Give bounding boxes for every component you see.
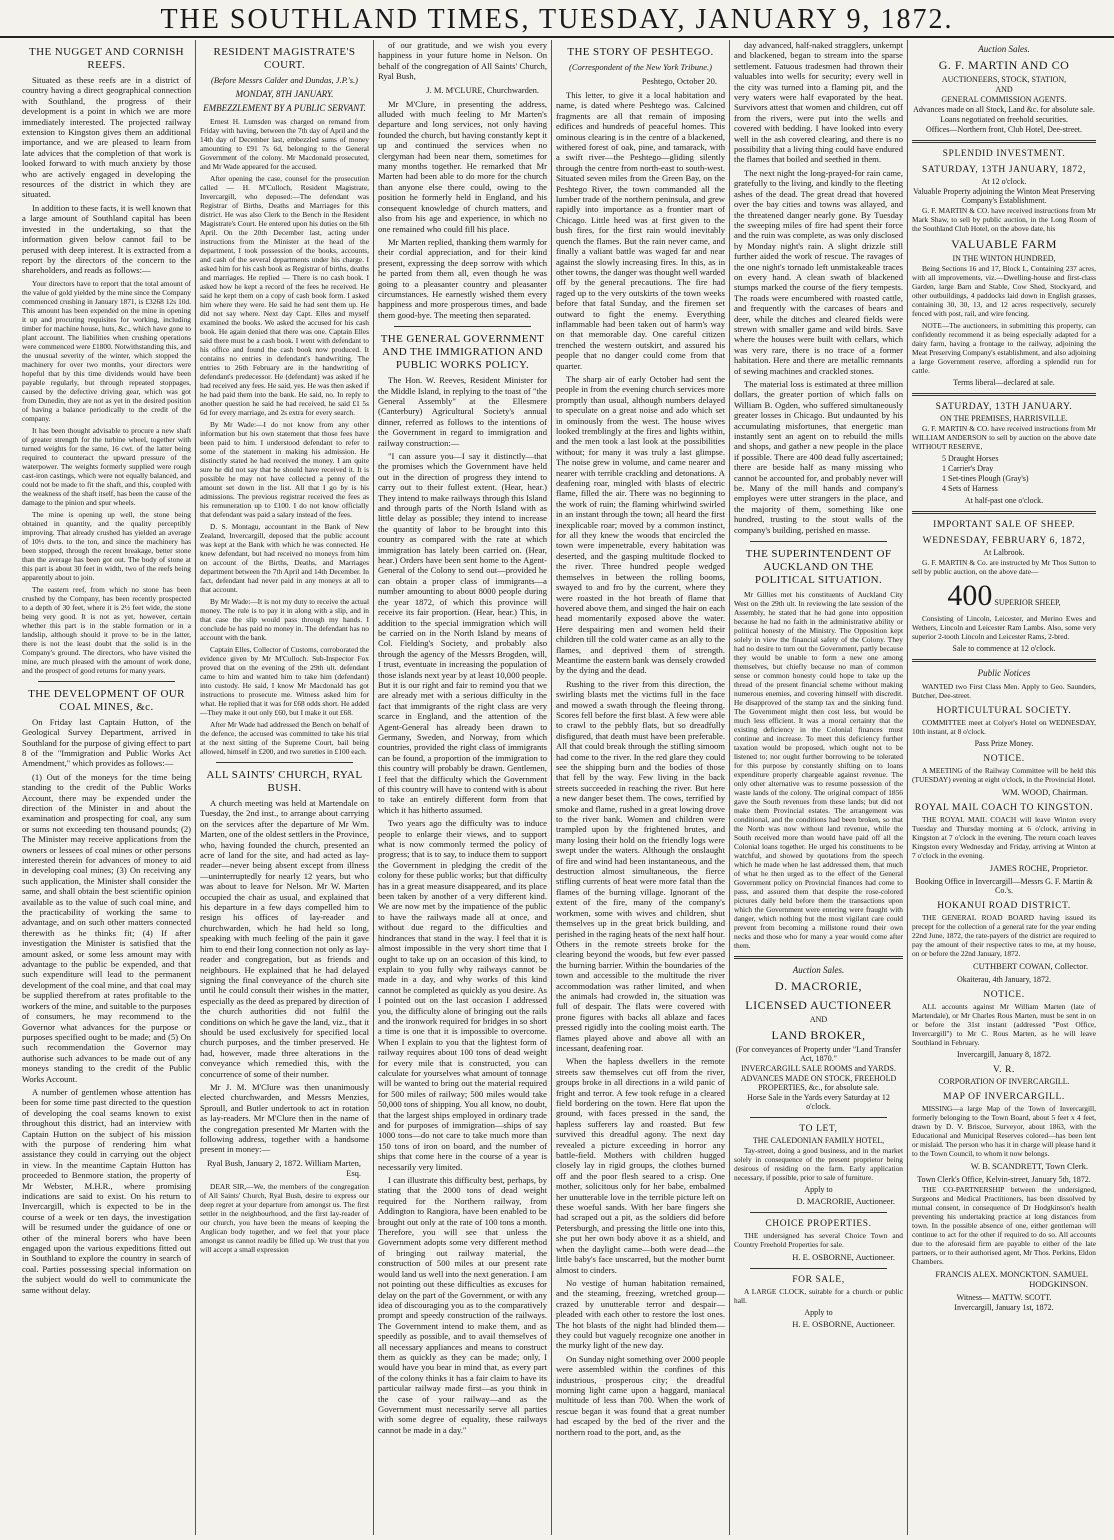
advert-title: VALUABLE FARM: [951, 237, 1057, 251]
advert-line: Pass Prize Money.: [974, 739, 1034, 748]
article-headline: THE SUPERINTENDENT OF AUCKLAND ON THE POLITICAL SITUATION.: [745, 548, 892, 587]
article-date: MONDAY, 8TH JANUARY.: [235, 89, 334, 99]
advert-body: WANTED two First Class Men. Apply to Geo. Saunders, Butcher, Dee-street.: [912, 682, 1096, 700]
advert-line: Booking Office in Invercargill—Messrs G. F. Martin & Co.'s.: [915, 877, 1093, 895]
article-paragraph: It has been thought advisable to procure a new shaft of greater strength for the turbine wheel, together with turned weights for the same, 16 cwt. of the latter being required to counteract the upward pressure of the waterpower. The weights formerly supplied were rough cast-iron castings, which were not equally balanced, and could not be made to fit the shaft, and this, coupled with the weakness of the shaft itself, has been the cause of the damage to the pinion and spur wheels.: [22, 425, 191, 507]
article-paragraph: "I can assure you—I say it distinctly—that the promises which the Government have held out in the direction of progress they intend to carry out to their fullest extent. (Hear, hear.) They intend to make railways through this Island and through parts of the North Island with as little delay as possible; they intend to increase the quantity of labor to be brought into this country as compared with the rate at which immigration has lately been carried on. (Hear, hear.) Orders have been sent home to the Agent-General of the Colony to send out—provided he can obtain a proper class of immigrants—a number amounting to about 8000 people during the year 1872, of which this province will receive its fair proportion. (Hear, hear.) This, in addition to the special immigration which will be carried on in the North Island by means of Col. Fielding's Society, and probably also through the agency of the Messrs Brogden, will, I trust, eventuate in increasing the population of those islands next year by at least 10,000 people. But it is our right and fair to remind you that we are already met with a serious difficulty in the fact that immigrants of the right class are very scarce in England, and the attention of the Agent-General has already been drawn to Germany, Sweden, and Norway, from which countries, provided the right class of immigrants can be found, a proportion of the immigration to this country will probably be drawn. Gentlemen, I feel that the difficulty which the Government of this country will have to contend with is about to take an entirely different form from that which it has hitherto assumed.: [378, 451, 547, 815]
list-item: 5 Draught Horses: [942, 454, 999, 463]
article-paragraph: Ernest H. Lumsden was charged on remand from Friday with having, between the 7th day of April and the 14th day of December last, embezzled sums of money amounting to £91 7s 6d, belonging to the General Government of the colony. Mr Macdonald prosecuted, and Mr Wade appeared for the accused.: [200, 117, 369, 171]
advert-line: Sale to commence at 12 o'clock.: [952, 644, 1056, 653]
divider: [912, 659, 1096, 662]
article-paragraph: The Hon. W. Reeves, Resident Minister for the Middle Island, in replying to the toast of "the General Assembly" at the Ellesmere (Canterbury) Agricultural Society's annual dinner, referred as follows to the intentions of the Government in regard to immigration and railway construction:—: [378, 375, 547, 448]
list-item: 1 Set-tines Plough (Gray's): [942, 474, 1029, 483]
article-paragraph: Your directors have to report that the total amount of the value of gold yielded by the mine since the Company commenced crushing in January 1871, is £3268 12s 10d. This amount has been expended on the mine in opening it up and procuring requisites for working, including timber for machine house, huts, &c., which have gone to plant account. The liabilities when crushing operations were commenced were £1800. Notwithstanding this, and the unusual severity of the winter, which stopped the machinery for over two months, your directors were hopeful that by this time dividends would have been payable regularly, but through repeated stoppages, caused by the defective driving gear, which was got from Dunedin, they are not as yet in the desired position of having a balance periodically to the credit of the company.: [22, 278, 191, 423]
column-6: [908, 40, 1100, 1535]
article-paragraph: Mr M'Clure, in presenting the address, alluded with much feeling to Mr Marten's departure and long services, not only having founded the church, but having constantly kept it up and continued the services when no clergyman had been near them, sometimes for many months together. He remarked that Mr Marten had been able to do more for the church than anyone else there could, owing to the position he formerly held in England, and his consequent knowledge of church matters, and also from his age and experience, in which no one remained who could fill his place.: [378, 98, 547, 234]
advert-line: GENERAL COMMISSION AGENTS.: [941, 95, 1067, 104]
article-headline: THE DEVELOPMENT OF OUR COAL MINES, &c.: [28, 687, 185, 713]
article-paragraph: A number of gentlemen whose attention has been for some time past directed to the question of developing the coal seams known to exist throughout this district, had an interview with Captain Hutton on the subject of his mission with the purpose of rendering him what assistance they could in carrying out the object in view. In the meantime Captain Hutton has proceeded to Benmore station, the property of Mr Webster, M.H.R., where promising indications are said to exist. On his return to Invercargill, which is expected to be in the course of a week or ten days, the investigation will be resumed under the guidance of one or other of the mineral borers who have been engaged upon the various expeditions fitted out in Southland to explore the country in search of coal. Parties possessing special information on the subject would do well to communicate the same without delay.: [22, 1086, 191, 1295]
column-1: [18, 40, 196, 1535]
advert-body: Tay-street, doing a good business, and in the market solely in consequence of the present proprietor being desirous of residing on the farm. Early application necessary, if possible, prior to sale of furniture.: [734, 1146, 903, 1183]
advert-heading: SATURDAY, 13TH JANUARY.: [935, 402, 1073, 412]
advert-line: At Lalbrook.: [983, 548, 1025, 557]
article-subhead: (Correspondent of the New York Tribune.): [569, 62, 712, 72]
article-paragraph: Mr J. M. M'Clure was then unanimously elected churchwarden, and Messrs Menzies, Sproull, and Butler undertook to act in rotation as lay-readers. Mr M'Clure then in the name of the congregation presented Mr Marten with the following address, together with a handsome present in money:—: [200, 1081, 369, 1155]
dateline: Peshtego, October 20.: [641, 76, 717, 86]
column-3: [374, 40, 552, 1535]
advert-heading: NOTICE.: [983, 990, 1025, 1000]
article-paragraph: After opening the case, counsel for the prosecution called — H. M'Culloch, Resident Magistrate, Invercargill, who deposed:—The defendant was Registrar of Births, Deaths and Marriages for this district. He was also Clerk to the Bench in the Resident Magistrate's Court. He entered upon his duties on the 6th April. On the 20th December last, acting under instructions from the Minister at the head of the department, I took possession of the books, accounts, and cash of the several departments under his charge. I asked him for his cash book as Registrar of births, deaths and marriages. He replied — There is no cash book. I asked how he kept a record of the fees he received. He said he kept them on a copy of cash book form. I asked him where they were. He said he had sent them up. He did not say where. Next day Capt. Elles and myself examined the books. We asked the accused for his cash book. He again denied that there was one. Captain Elles said there must be a cash book. I went with defendant to his office and found the cash book now produced. It contains no entries in defendant's handwriting. The entries to 26th February are in the handwriting of defendant's predecessor. He (defendant) was asked if he had received any fees. He said, yes. He was then asked if he had paid them into the bank. He said, no. In reply to another question he said he had received, he said £1 5s 6d for every marriage, and 2s extra for every search.: [200, 174, 369, 417]
signature: JAMES ROCHE, Proprietor.: [989, 863, 1088, 873]
article-paragraph: D. S. Montagu, accountant in the Bank of New Zealand, Invercargill, deposed that the public account was kept at the Bank with which he was connected. He knew defendant, but had received no moneys from him on account of the Births, Deaths, and Marriages department between the 7th April and 14th December. In fact, defendant had never paid in any moneys at all to that account.: [200, 522, 369, 594]
address-line: Ryal Bush, January 2, 1872. William Marten, Esq.: [206, 1157, 361, 1178]
article-paragraph: By Mr Wade:—It is not my duty to receive the actual money. The rule is to pay it in along with a slip, and in that case the slip would pass through my hands. I conclude he has paid no money in. The defendant has no account with the bank.: [200, 597, 369, 642]
sheep-count-line: [912, 579, 1096, 613]
list-item: 1 Carrier's Dray: [942, 464, 994, 473]
advert-body: THE ROYAL MAIL COACH will leave Winton every Tuesday and Thursday morning at 6 o'clock, arriving in Kingston at 7 o'clock in the evening. The return coach leaves Kingston every Wednesday and Friday, arriving at Winton at 7 o'clock in the evening.: [912, 815, 1096, 860]
section-heading: Auction Sales.: [978, 44, 1030, 54]
divider: [750, 541, 887, 542]
article-paragraph: Mr Marten replied, thanking them warmly for their cordial appreciation, and for their kind present, expressing the deep sorrow with which he parted from them all, even though he was going to a pleasanter country and pleasanter circumstances. He earnestly wished them every happiness and more prosperous times, and bade them good-bye. The meeting then separated.: [378, 236, 547, 320]
article-paragraph: No vestige of human habitation remained, and the steaming, freezing, wretched group—crazed by unutterable terror and despair—pleaded with each other to restore the lost ones. The hot blasts of the night had blinded them—they could but vaguely recognize one another in the murky light of the new day.: [556, 1277, 725, 1351]
article-paragraph: Two years ago the difficulty was to induce people to enlarge their views, and to support what is now commonly termed the policy of progress; that is to say, to induce them to support the Government in pledging the credit of the colony for these public works; but that difficulty has in a great measure disappeared, and its place been taken by another of a very different kind. We are now met by the impatience of the public to have the railways made all at once, and without due regard to the difficulties and hindrances that stand in the way. I feel that it is almost impossible in the very short time that I ought to take up on an occasion of this kind, to explain to you fully why railways cannot be made in a day, and why works of this kind cannot be completed as quickly as you desire. As I pointed out on the last occasion I addressed you, the difficulty alone of bringing out the rails and the ironwork required for bridges in so short a time is one that it is impossible to overcome. When I explain to you that the lightest form of railway requires about 100 tons of dead weight for every mile that is constructed, you can calculate for yourselves what amount of tonnage will be wanted to bring out the material required for 500 miles of railway; 500 miles would take 50,000 tons of shipping. You all know, no doubt, that the largest ships employed in ordinary trade and for purposes of immigration—ships of say 1000 tons—do not care to take much more than 150 tons of iron on board, and the number of ships that come here in the course of a year is necessarily very limited.: [378, 818, 547, 1172]
advert-line: Apply to: [804, 1308, 833, 1318]
advert-line: Okaiterau, 4th January, 1872.: [956, 975, 1052, 984]
advert-body: G. F. MARTIN & CO. have received instructions from Mr Mark Shaw, to sell by public auction, in the Long Room of the Southland Club Hotel, on the above date, his: [912, 206, 1096, 233]
article-paragraph: The mine is opening up well, the stone being obtained in quantity, and the quality perceptibly improving. That already crushed has yielded an average of 10½ dwts. to the ton, and since the machinery has been stopped, through the recent breakage, better stone than the average has been got out. The body of stone at this part is about 30 feet in width, two of the reefs being apparently about to join.: [22, 509, 191, 582]
article-paragraph: (1) Out of the moneys for the time being standing to the credit of the Public Works Account, there may be expended under the direction of the Minister in and about the examination and prospecting for coal, any sum or sums not exceeding ten thousand pounds; (2) The Minister may receive applications from the owners or lessees of coal mines or other persons interested therein for advances of money to aid in developing coal mines; (3) On receiving any such application, the Minister shall consider the same, and shall obtain the best scientific opinion available as to the value of such coal mine, and the practicability of working the same to advantage, and on such other matters connected therewith as he thinks fit; (4) If after investigation the Minister is satisfied that the amount asked, or some less amount may with advantage to the public be expended, and that such expenditure will lead to the permanent development of the coal mine, and that coal may be supplied therefrom at rates profitable to the workers of the mine, and suitable to the purposes of consumers, he may recommend to the Governor what advances for the purpose or purposes specified ought to be made; and (5) On such recommendation the Governor may authorise such advances to be made out of any moneys standing to the credit of the Public Works Account.: [22, 771, 191, 1084]
advert-line: Valuable Property adjoining the Winton Meat Preserving Company's Establishment.: [913, 187, 1095, 205]
advert-body: NOTE—The auctioneers, in submitting this property, can confidently recommend it as being especially adapted for a dairy farm, having a frontage to the railway, adjoining the Meat Preserving Company's establishment, and also adjoining a large Government reserve, affording a splendid run for cattle.: [912, 321, 1096, 375]
signature: CUTHBERT COWAN, Collector.: [972, 961, 1088, 971]
column-4: [552, 40, 730, 1535]
article-paragraph: Captain Elles, Collector of Customs, corroborated the evidence given by Mr M'Culloch. Sub-Inspector Fox proved that on the evening of the 29th ult. defendant came to him and wanted him to take him (defendant) into custody. He said, I know Mr Macdonald has got instructions to prosecute me. Witness asked him for what. He replied that it was for £68 odds short. He added—They make it out only £60, but I make it out £68.: [200, 645, 369, 717]
signature: H. E. OSBORNE, Auctioneer.: [792, 1252, 895, 1263]
advert-line: Offices—Northern front, Club Hotel, Dee-street.: [925, 125, 1083, 134]
advert-heading: ROYAL MAIL COACH TO KINGSTON.: [914, 803, 1094, 813]
divider: [750, 1117, 887, 1118]
divider: [750, 1268, 887, 1269]
advert-line: Terms liberal—declared at sale.: [953, 378, 1055, 387]
advert-heading: WEDNESDAY, FEBRUARY 6, 1872,: [922, 536, 1086, 546]
advert-line: Advances made on all Stock, Land &c. for absolute sale.: [913, 105, 1095, 114]
article-paragraph: This letter, to give it a local habitation and name, is dated where Peshtego was. Calcined fragments are all that remain of imposing edifices and hundreds of peaceful homes. This ominous clearing is in the centre of a blackened, withered forest of oak, pine, and tamarack, with a swift river—the Peshtego—gliding silently through the centre from north-east to south-west. Situated seven miles from the Green Bay, on the Peshtego River, the town commanded all the lumber trade of the northern peninsula, and grew rapidly into importance as a frontier mart of Chicago. Little heed was at first given to the bush fires, for the first rain would inevitably quench the flames. But the rain never came, and finally a valiant battle was waged far and near against the slowly increasing fires. In this, as in other towns, the danger was thought well warded off by the general precautions. The fire had raged up to the very outskirts of the town weeks before that fatal Sunday, and the firemen set outward to fight the enemy. Everything inflammable had been taken out of harm's way on that memorable day. One careful citizen trenched the western outskirt, and assured his people that no danger could come from that quarter.: [556, 90, 725, 371]
advert-line: AUCTIONEERS, STOCK, STATION,: [941, 75, 1067, 84]
signature: WM. WOOD, Chairman.: [1001, 787, 1088, 797]
article-paragraph: The next night the long-prayed-for rain came, gratefully to the living, and kindly to the fleeting ashes of the dead. The great dread that hovered over the bay cities and towns was allayed, and the threatened danger nearly gone. By Tuesday the sweeping miles of fire had spent their force and the ruin was complete, as was only disclosed by Monday night's rain. A slight drizzle still further aided the work of rescue. The ravages of the one night's tornado left unmistakeable traces on every hand. A clean swath of blackened stumps marked the course of the fiery tempests. The roads were encumbered with roasted cattle, and frequently with the carcases of bears and deer, while the ditches and cleared fields were strewn with smaller game and wild birds. Save where the houses were built with cellars, which was very rare, there is no trace of a former habitation. Here and there are metallic remnants of sewing machines and crackled stones.: [734, 167, 903, 376]
signature: D. MACRORIE, Auctioneer.: [796, 1196, 895, 1207]
signature: J. M. M'CLURE, Churchwarden.: [426, 84, 539, 95]
article-paragraph: By Mr Wade:—I do not know from any other information but his own statement that those fees have been paid to him. I understood defendant to refer to some of the statement in making his admission. He distinctly stated he had received the money. I am quite sure he did not say that he should have received it. It is possible he may not have collected a penny of the amount set down in the list. All that I go by is his admissions. The previous registrar received the fees as his remuneration up to £100. I do not know officially that defendant was paid a salary instead of the fees.: [200, 420, 369, 519]
advert-line: At 12 o'clock.: [981, 177, 1027, 186]
advert-body: Consisting of Lincoln, Leicester, and Merino Ewes and Wethers, Lincoln and Leicester Ram Lambs. Also, some very superior 2-tooth Lincoln and Leicester Rams, 2-bred.: [912, 614, 1096, 641]
article-paragraph: day advanced, half-naked stragglers, unkempt and blackened, began to stream into the sparse settlement. Fatuous tradesmen had thrown their valuables into wells for security; every well in the city was turned into a flaming pit, and the very waters were half evaporated by the heat. Survivors attest that women and children, cut off from the rivers, were put into the wells and covered with bedding. I have looked into every well in the ash covered clearing, and there is no possibility that a living thing could have endured the flames that boiled and seethed in them.: [734, 40, 903, 165]
columns: [18, 40, 1100, 1535]
advert-heading: SATURDAY, 13TH JANUARY, 1872,: [922, 165, 1086, 175]
advert-body: A MEETING of the Railway Committee will be held this (TUESDAY) evening at eight o'clock, in the Provincial Hotel.: [912, 766, 1096, 784]
article-headline: THE GENERAL GOVERNMENT AND THE IMMIGRATION AND PUBLIC WORKS POLICY.: [380, 333, 545, 372]
signature: H. E. OSBORNE, Auctioneer.: [792, 1319, 895, 1330]
column-5: [730, 40, 908, 1535]
advert-body: MISSING—a large Map of the Town of Invercargill, formerly belonging to the Town Board, about 5 feet x 4 feet, drawn by D. V. Briscoe, Surveyor, about 1863, with the Educational and Municipal Reserves colored—has been lent or mislaid. The person who has it in charge will please hand it to the Town Council, to whom it now belongs.: [912, 1104, 1096, 1158]
advert-heading: HORTICULTURAL SOCIETY.: [936, 706, 1072, 716]
section-heading: Public Notices: [977, 668, 1031, 678]
article-paragraph: of our gratitude, and we wish you every happiness in your future home in Nelson. On behalf of the congregation of All Saints' Church, Ryal Bush,: [378, 40, 547, 82]
advert-title: LICENSED AUCTIONEER: [745, 998, 892, 1013]
advert-line: (For conveyances of Property under "Land Transfer Act, 1870.": [735, 1045, 902, 1064]
case-title: EMBEZZLEMENT BY A PUBLIC SERVANT.: [203, 103, 366, 113]
article-paragraph: The material loss is estimated at three million dollars, the greater portion of which falls on William B. Ogden, who suffered simultaneously greater losses in Chicago. But undaunted by his accumulating misfortunes, that energetic man instantly sent an agent on to rebuild the mills and shops, and gather a new people in the place if possible. There are 400 dead fully ascertained; there are beside half as many missing who cannot be accounted for, and probably never will be. Many of the mill hands and company's employes were utter strangers in the place, and the majority of them, something like one hundred, trusting to the stout walls of the company's building, perished en masse.: [734, 379, 903, 535]
article-paragraph: The eastern reef, from which no stone has been crushed by the Company, has been recently prospected to a depth of 30 feet, where it is 2½ feet wide, the stone being very good. It is not as yet, however, certain whether this part is in the stable formation or in a landslip, although should it prove to be in the latter, there is not the least doubt that the solid is in the Company's ground. The directors, who have visited the mine, are much pleased with the amount of work done, and the prospect of good returns for many years.: [22, 584, 191, 675]
article-paragraph: When the hapless dwellers in the remote streets saw themselves cut off from the river, groups broke in all directions in a wild panic of fright and terror. A few took refuge in a cleared field bordering on the town. Here flat upon the ground, with faces pressed in the sand, the hapless sufferers lay and roasted. But few survived this dreadful agony. The next day revealed a picture exceeding in horror any battle-field. Mothers with children hugged closely lay in rigid groups, the clothes burned off and the poor flesh seared to a crisp. One mother, solicitous only for her babe, embalmed her unutterable love in the terrible picture left on these woeful sands. With her bare fingers she had scraped out a pit, as the soldiers did before Petersburgh, and pressing the little one into this, she put her own body above it as a shield, and when the daylight came—both were dead—the little baby's face unscarred, but the mother burnt almost to cinders.: [556, 1056, 725, 1275]
advert-line: IN THE WINTON HUNDRED,: [952, 254, 1056, 263]
advert-line: Horse Sale in the Yards every Saturday at 12 o'clock.: [747, 1093, 890, 1112]
advert-heading: MAP OF INVERCARGILL.: [943, 1092, 1065, 1102]
divider: [912, 393, 1096, 396]
advert-line: Witness— MATTW. SCOTT.: [956, 1293, 1052, 1302]
article-paragraph: After Mr Wade had addressed the Bench on behalf of the defence, the accused was committed to take his trial at the next sitting of the Supreme Court, bail being allowed, himself in £200, and two sureties in £100 each.: [200, 720, 369, 756]
divider: [394, 326, 531, 327]
advert-title: G. F. MARTIN AND CO: [938, 58, 1070, 72]
advert-body: G. F. MARTIN & Co. are instructed by Mr Thos Sutton to sell by public auction, on the above date—: [912, 558, 1096, 576]
sheep-kind: SUPERIOR SHEEP,: [994, 598, 1061, 607]
advert-body: G. F. MARTIN & CO. have received instructions from Mr WILLIAM ANDERSON to sell by auction on the above date WITHOUT RESERVE,: [912, 424, 1096, 451]
signature: FRANCIS ALEX. MONCKTON. SAMUEL HODGKINSON.: [935, 1269, 1088, 1289]
divider: [750, 1212, 887, 1213]
advert-line: ON THE PREMISES, HARRISVILLE.: [940, 414, 1068, 423]
masthead-title: THE SOUTHLAND TIMES, TUESDAY, JANUARY 9, 1872.: [160, 4, 954, 35]
advert-body: THE undersigned has several Choice Town and Country Freehold Properties for sale.: [734, 1231, 903, 1250]
masthead: [0, 0, 1114, 38]
advert-body: A LARGE CLOCK, suitable for a church or public hall.: [734, 1287, 903, 1306]
article-headline: ALL SAINTS' CHURCH, RYAL BUSH.: [206, 769, 363, 794]
advert-line: Apply to: [804, 1185, 833, 1195]
royal-cipher: V. R.: [992, 1065, 1016, 1075]
article-paragraph: In addition to these facts, it is well known that a large amount of Southland capital has been invested in the undertaking, so that the information given below cannot fail to be perused with deep interest. It is extracted from a report by the directors of the concern to the shareholders, and reads as follows:—: [22, 202, 191, 276]
advert-line: THE CALEDONIAN FAMILY HOTEL,: [752, 1136, 885, 1146]
divider: [38, 681, 175, 682]
advert-heading: NOTICE.: [983, 754, 1025, 764]
advert-line: AND: [995, 85, 1013, 94]
article-paragraph: Rushing to the river from this direction, the swirling blasts met the victims full in the face and mowed a swath through the fleeing throng. Scores fell before the first blast. A few were able to crawl to the pebbly flats, but so dreadfully disfigured, that death must have been preferable. All that could break through the stifling simoom had come to the river. In the red glare they could see the shipping burn and the bodies of those that fell by the way. Few living in the back streets succeeded in reaching the river. But here a new danger beset them. The cows, terrified by smoke and flame, rushed in a great lowing drove to the river bank. Women and children were trampled upon by the frightened brutes, and many losing their hold on the friendly logs were swept under the waters. Although the onslaught of fire and wind had been instantaneous, and the destruction almost simultaneous, the fierce stifling currents of heat were more fatal than the flames of the burning village. Ignorant of the extent of the fire, many of the company's workmen, some with wives and children, shut themselves up in the great brick building, and perished in the raging heats of the next half hour. Others in the remote streets broke for the clearing beyond the woods, but few ever passed the burning barrier. Within the boundaries of the town and accessible to the multitude the river accommodation was rather limited, and when the animals had crowded in, the situation was full of despair. The flats were covered with prone figures with backs all ablaze and faces pressed rigidly into the cooling moist earth. The flames played above and above all with an incessant, deafening roar.: [556, 678, 725, 1053]
advert-body: Being Sections 16 and 17, Block I., Containing 237 acres, with all improvements, viz.—Dwelling-house and first-class Garden, large Barn and Stable, Cow Shed, Stockyard, and other outbuildings, 4 paddocks laid down in English grasses, containing 30, 30, 13, and 12 acres respectively, securely fenced with post, rail, and wire fencing.: [912, 264, 1096, 318]
signature: W. B. SCANDRETT, Town Clerk.: [970, 1161, 1088, 1171]
advert-heading: FOR SALE,: [792, 1275, 845, 1286]
divider: [912, 511, 1096, 514]
article-paragraph: On Sunday night something over 2000 people were assembled within the confines of this industrious, prosperous city; the dreadful morning light came upon a haggard, maniacal multitude of less than 700. When the work of rescue began it was found that a great number had escaped by the bed of the river and the northern road to the port, and, as the: [556, 1353, 725, 1437]
advert-line: CORPORATION OF INVERCARGILL.: [938, 1077, 1070, 1086]
advert-heading: HOKANUI ROAD DISTRICT.: [937, 901, 1071, 911]
column-2: [196, 40, 374, 1535]
advert-heading: IMPORTANT SALE OF SHEEP.: [933, 520, 1075, 530]
advert-heading: TO LET,: [799, 1124, 838, 1135]
advert-line: AND: [809, 1015, 828, 1025]
article-subhead: (Before Messrs Calder and Dundas, J.P.'s.): [210, 75, 358, 85]
article-paragraph: A church meeting was held at Martendale on Tuesday, the 2nd inst., to arrange about carrying on the services after the departure of Mr Wm. Marten, one of the oldest settlers in the Province, who, having founded the church, presented an acre of land for the site, and had acted as lay-reader—never being absent except from illness—uninterruptedly for nearly 12 years, but who was about to leave for Nelson. Mr W. Marten occupied the chair as usual, and explained that his departure in a few days compelled him to resign his offices of lay-reader and churchwarden, which he had held so long, speaking with much feeling of the pain it gave him to end their long connection not only as lay-reader and congregation, but as friends and neighbours. He explained that he had delayed signing the final conveyance of the church site until he could consult their wishes in the matter, especially as the deed as prepared by direction of the church authorities did not fulfil the conditions on which he gave the land, viz., that it should be used exclusively for specified local church purposes, and the timber preserved. He had, however, made three alterations in the conveyance which remedied this, with the concurrence of some of their number.: [200, 798, 369, 1079]
advert-list: [942, 454, 1096, 494]
divider: [734, 956, 903, 959]
advert-line: Loans negotiated on freehold securities.: [940, 115, 1068, 124]
advert-body: THE GENERAL ROAD BOARD having issued its precept for the collection of a general rate for the year ending 22nd June, 1872, the rate-payers of the district are required to pay the amount of their respective rates to me, at my house, on or before the 22nd January, 1872.: [912, 913, 1096, 958]
divider: [912, 140, 1096, 143]
advert-line: ADVANCES MADE ON STOCK, FREEHOLD PROPERTIES, &c., for absolute sale.: [740, 1074, 897, 1093]
advert-body: ALL accounts against Mr William Marten (late of Martendale), or Mr Charles Rous Marten, must be sent in on or before the 31st instant (addressed "Post Office, Invercargill") to Mr C. Rous Marten, as he will leave Southland in February.: [912, 1002, 1096, 1047]
advert-title: LAND BROKER,: [771, 1028, 866, 1043]
advert-line: INVERCARGILL SALE ROOMS and YARDS.: [741, 1064, 896, 1074]
article-paragraph: Mr Gillies met his constituents of Auckland City West on the 29th ult. In reviewing the late session of the Assembly, he stated that he had gone into opposition because he had no faith in the administrative ability or political honesty of the Ministry. The Opposition kept solely in view the financial safety of the Colony. They had no desire to turn out the Government, partly because they would be unable to form a new one among themselves, but chiefly because no man of common sense or common honesty could hope to take up the thread of the present financial scheme without making numerous enemies, and covering himself with discredit. He disapproved of the stamp tax and the sinking fund. The Government might then cost less, but would be much less efficient. It was a moral certainty that the existing deficiency in the Colonial finances must continue and increase. To meet this deficiency further taxation would be proposed, which ought not to be listened to; nor ought further borrowing to be tolerated for this purpose by constantly shifting on to loans expenditure properly chargeable against revenue. The only other alternative was to resume possession of the waste lands of the colony. The original compact of 1856 gave the South revenues from these lands; but did not make them Provincial estates. The arrangement was conditional, and the conditions had been broken, so that the North was now without land revenue, while the South received more than would have paid off all the Colonial loans together. He urged his constituents to be watchful, and showed by quotations from the speech which he made when he last addressed them, that much of what he then urged as to the effect of the General Government policy on Provincial finances had come to pass, and assured them that despite the rose-colored pictures daily held before them the transactions upon which the Government were entering were fraught with danger, which nothing but the most vigilant care could prevent from becoming a millstone round their own necks and those who for many a year would come after them.: [734, 590, 903, 951]
advert-line: Town Clerk's Office, Kelvin-street, January 5th, 1872.: [917, 1175, 1091, 1184]
advert-line: Invercargill, January 8, 1872.: [956, 1050, 1052, 1059]
advert-title: D. MACRORIE,: [774, 979, 862, 994]
article-paragraph: The sharp air of early October had sent the people in from the evening church services more promptly than usual, although numbers delayed to speculate on a great noise and ado which set in ominously from the west. The house wives looked tremblingly at the fires and lights within, and the men took a last look at the possibilities without; for many it was truly a last glimpse. The noise grew in volume, and came nearer and nearer with terrible crackling and detonations. A deafening roar, mingled with blasts of electric flame, filled the air. There was no beginning to the work of ruin; the flaming whirlwind swirled in an instant through the town; all heard the first inexplicable roar; moved by a common instinct, for all they knew the woods that encircled the town were impenetrable, every habitation was deserted, and the gasping multitude flocked to the river. Three hundred people wedged themselves in between the rolling booms, swayed to and fro by the current, where they were roasted in the hot breath of flame that hovered above them, and singed the hair on each head momentarily exposed above the water. Here despairing men and women held their children till the cold water came as an ally to the flames, and deprived them of strength. Meantime the eastern bank was densely crowded by the dying and the dead.: [556, 373, 725, 676]
advert-line: At half-past one o'clock.: [964, 496, 1044, 505]
advert-heading: CHOICE PROPERTIES.: [765, 1219, 872, 1230]
article-paragraph: Situated as these reefs are in a district of country having a direct geographical connection with Southland, the progress of their development is a point in which we are more immediately interested. The projected railway extension to Kingston gives them an additional importance, and we are pleased to learn from late advices that the completion of that work is looked forward to with much anxiety by those who are actively engaged in developing the resources of the district in which they are situated.: [22, 75, 191, 200]
article-headline: RESIDENT MAGISTRATE'S COURT.: [213, 46, 356, 71]
article-paragraph: I can illustrate this difficulty best, perhaps, by stating that the 2000 tons of dead weight required for the Northern railway, from Addington to Rangiora, have been enabled to be brought out only at the rate of 100 tons a month. Therefore, you will see that unless the Government adopts some very different method of bringing out railway material, the construction of 500 miles at our present rate would land us well into the next generation. I am not pointing out these difficulties as excuses for delay on the part of the Government, or with any idea of discouraging you as to the comparatively prompt and speedy construction of the railways. The Government intend to make them, and as speedily as possible, and to avail themselves of all necessary appliances and means to construct them as quickly as they can be made; only, I would have you bear in mind that, as every part of the colony thinks it has a fair claim to have its particular railway made first—as you think in the case of your railway—and as the Government must necessarily serve all parties with some degree of equality, these railways cannot be made in a day.": [378, 1175, 547, 1435]
article-paragraph: DEAR SIR,—We, the members of the congregation of All Saints' Church, Ryal Bush, desire to express our deep regret at your departure from amongst us. The first settler in the neighbourhood, and the first lay-reader of our church, you have been the means of keeping the Anglican body together, and we feel that your place amongst us cannot readily be filled up. We trust that you will accept a small expression: [200, 1181, 369, 1254]
advert-body: COMMITTEE meet at Colyer's Hotel on WEDNESDAY, 10th instant, at 8 o'clock.: [912, 718, 1096, 736]
section-heading: Auction Sales.: [792, 965, 845, 976]
article-paragraph: On Friday last Captain Hutton, of the Geological Survey Department, arrived in Southland for the purpose of giving effect to part 8 of the "Immigration and Public Works Act Amendment," which provides as follows:—: [22, 716, 191, 769]
sheep-count: 400: [947, 579, 993, 612]
article-headline: THE STORY OF PESHTEGO.: [567, 46, 714, 58]
article-headline: THE NUGGET AND CORNISH REEFS.: [29, 46, 184, 71]
divider: [216, 762, 353, 763]
advert-body: THE CO-PARTNERSHIP between the undersigned, Surgeons and Medical Practitioners, has been dissolved by mutual consent, in consequence of Dr Hodgkinson's health preventing his undertaking practice at long distances from town. In the possible absence of one, either gentleman will continue to act for the other if required to do so. All accounts due to the aforesaid firm are payable to either of the late partners, or to their authorised agent, Mr Thos. Perkins, Eldon Chambers.: [912, 1185, 1096, 1266]
list-item: 4 Sets of Harness: [942, 484, 998, 493]
advert-heading: SPLENDID INVESTMENT.: [942, 149, 1066, 159]
advert-line: Invercargill, January 1st, 1872.: [954, 1303, 1054, 1312]
